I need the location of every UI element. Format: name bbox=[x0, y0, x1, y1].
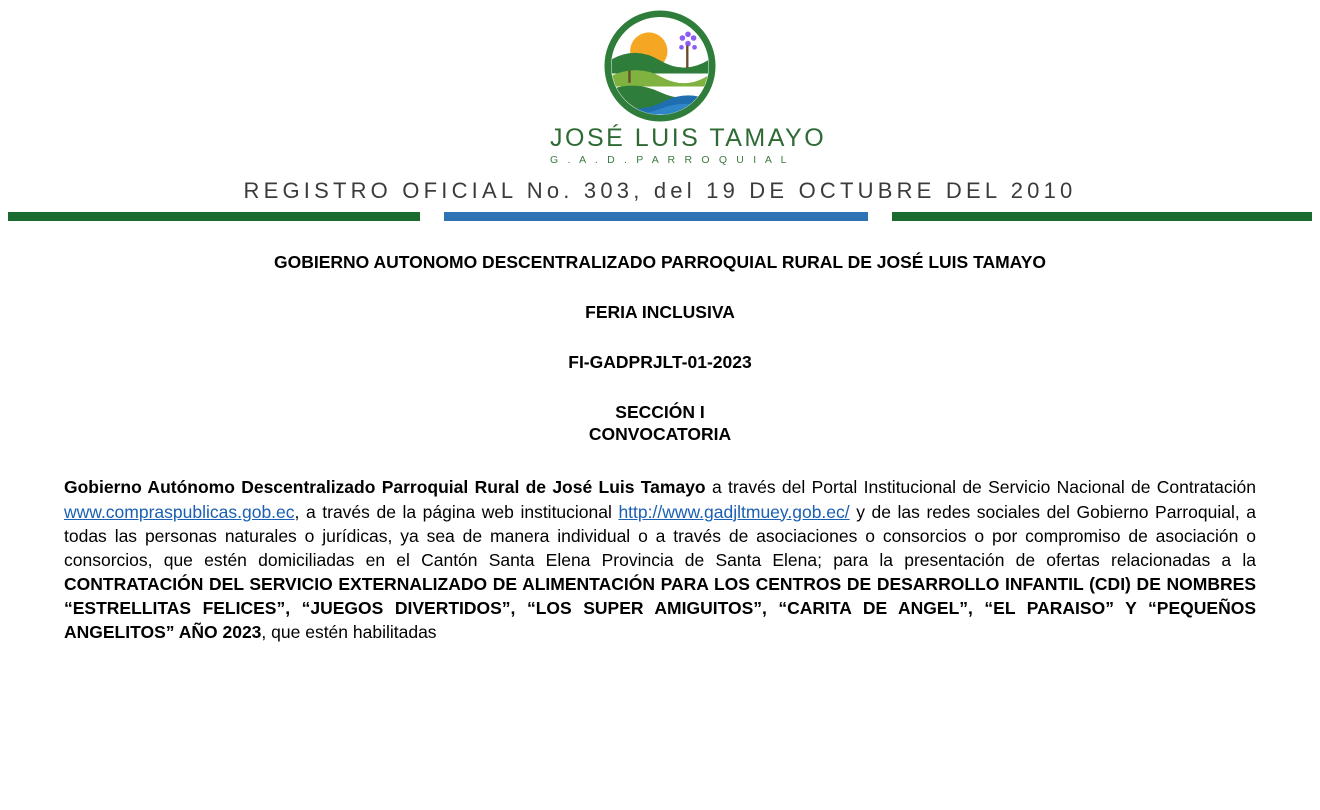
rule-blue-middle bbox=[444, 212, 868, 221]
heading-section-title: CONVOCATORIA bbox=[588, 423, 732, 444]
organization-logo bbox=[550, 10, 827, 166]
convocatoria-paragraph bbox=[64, 475, 1256, 644]
paragraph-lead-bold: Gobierno Autónomo Descentralizado Parroquial Rural de José Luis Tamayo bbox=[64, 477, 706, 498]
paragraph-text-2: , a través de la página web institucional bbox=[294, 501, 619, 522]
logo-emblem-icon bbox=[604, 10, 716, 122]
heading-section: SECCIÓN I bbox=[615, 401, 705, 422]
document-body bbox=[0, 252, 1320, 644]
paragraph-bold-object: CONTRATACIÓN DEL SERVICIO EXTERNALIZADO DE ALIMENTACIÓN PARA LOS CENTROS DE DESARROLLO INFANTIL (CDI) DE NOMBRES “ESTRELLITAS FELICES”, “JUEGOS DIVERTIDOS”, “LOS SUPER AMIGUITOS”, “CARITA DE ANGEL”, “EL PARAISO” Y “PEQUEÑOS ANGELITOS” AÑO 2023 bbox=[64, 573, 1256, 643]
rule-green-left bbox=[8, 212, 420, 221]
spacer-3 bbox=[64, 374, 1256, 402]
spacer-1 bbox=[64, 274, 1256, 302]
logo-org-name: JOSÉ LUIS TAMAYO bbox=[550, 124, 827, 152]
paragraph-text-4: , que estén habilitadas bbox=[261, 622, 437, 643]
link-compraspublicas[interactable]: www.compraspublicas.gob.ec bbox=[64, 501, 295, 522]
paragraph-text-3: y de las redes sociales del Gobierno Parroquial, a todas las personas naturales o jurídicas, ya sea de manera individual o a través de asociaciones o consorcios o por compromiso de asociación o consorcios, que estén domiciliadas en el Cantón Santa Elena Provincia de Santa Elena; para la presentación de ofertas relacionadas a la bbox=[64, 501, 1256, 570]
heading-process-type: FERIA INCLUSIVA bbox=[585, 301, 735, 322]
logo-org-subtitle: G . A . D . P A R R O Q U I A L bbox=[550, 154, 790, 166]
registro-oficial-line: REGISTRO OFICIAL No. 303, del 19 DE OCTUBRE DEL 2010 bbox=[243, 178, 1077, 203]
heading-process-code: FI-GADPRJLT-01-2023 bbox=[568, 351, 752, 372]
letterhead-rules bbox=[0, 212, 1320, 222]
link-gadjltmuey[interactable]: http://www.gadjltmuey.gob.ec/ bbox=[618, 501, 850, 522]
paragraph-text-1: a través del Portal Institucional de Servicio Nacional de Contratación bbox=[705, 477, 1257, 498]
letterhead bbox=[0, 0, 1320, 204]
spacer-2 bbox=[64, 324, 1256, 352]
rule-green-right bbox=[892, 212, 1312, 221]
heading-entity: GOBIERNO AUTONOMO DESCENTRALIZADO PARROQUIAL RURAL DE JOSÉ LUIS TAMAYO bbox=[274, 252, 1046, 272]
